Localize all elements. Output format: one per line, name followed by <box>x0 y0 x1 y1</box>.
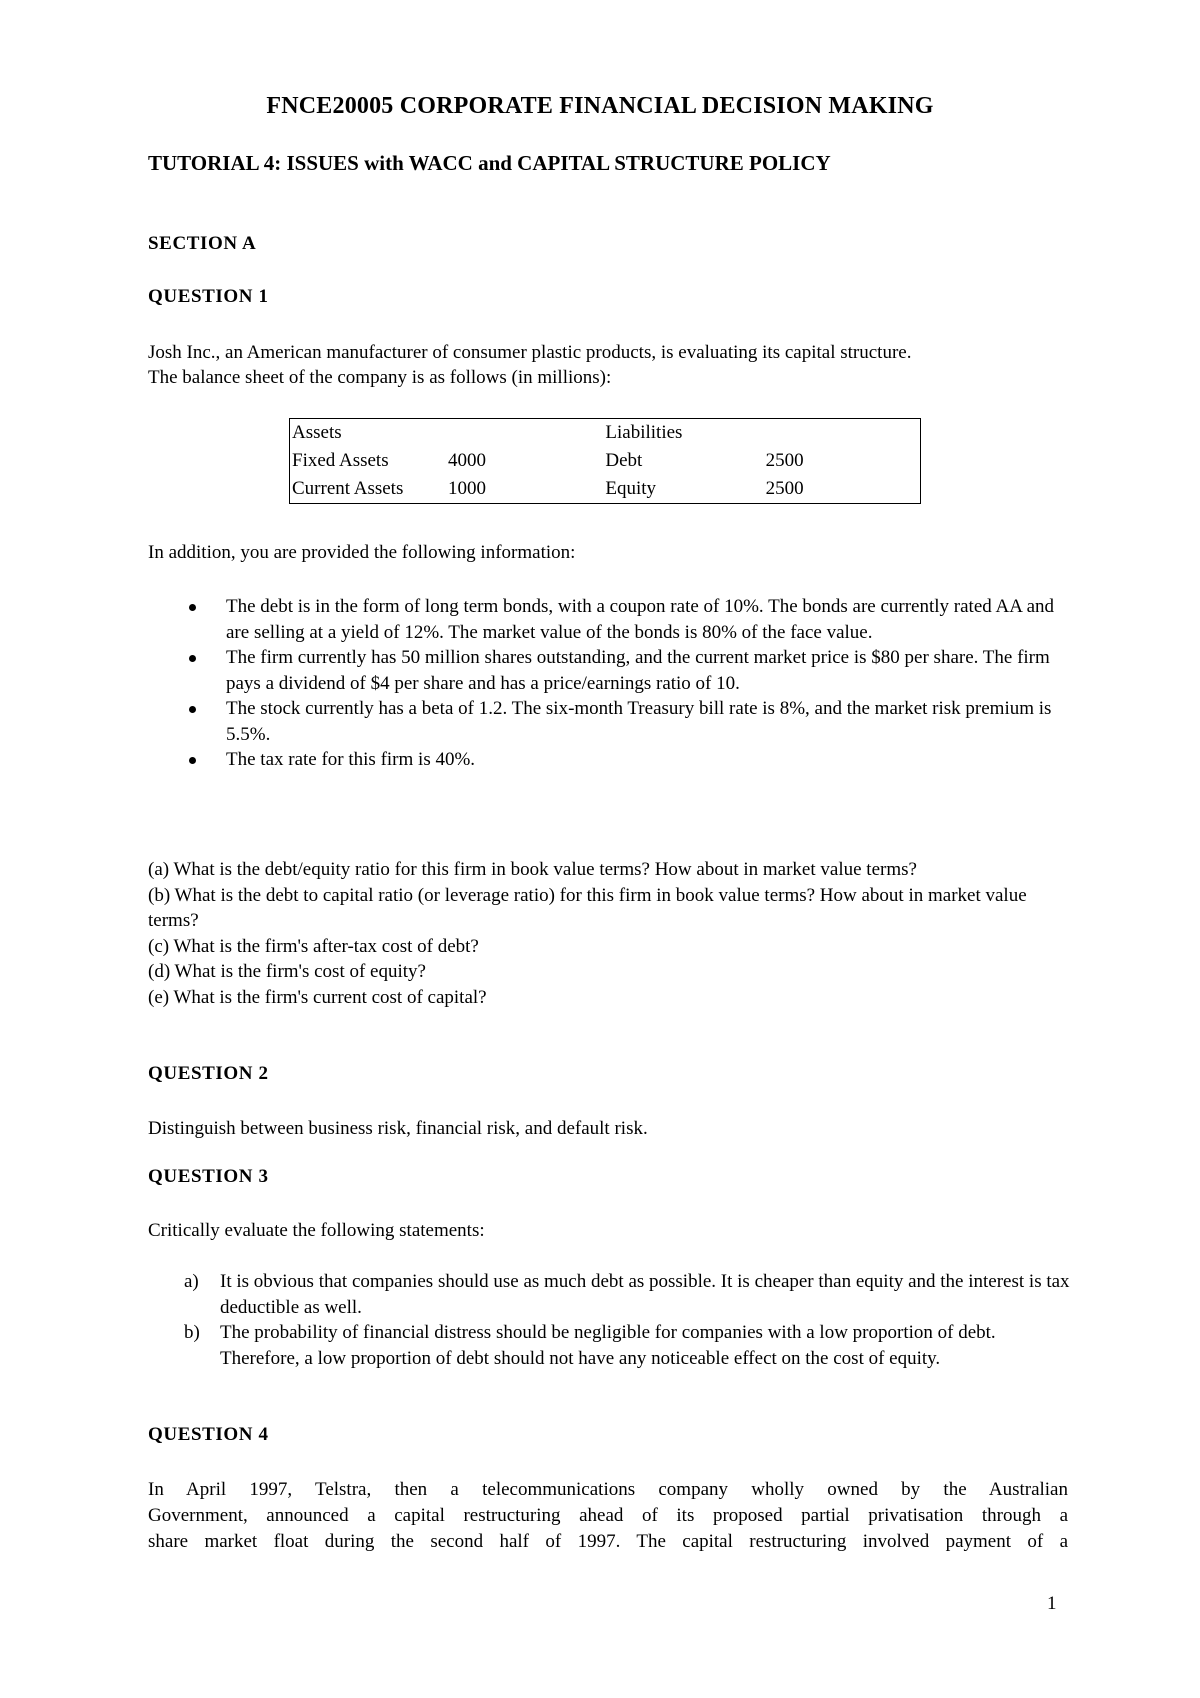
question-1-heading: QUESTION 1 <box>148 286 269 307</box>
empty-cell <box>446 419 603 448</box>
bullet-text: The debt is in the form of long term bonds, with a coupon rate of 10%. The bonds are currently rated AA and are selling at a yield of 12%. The market value of the bonds is 80% of the face value. <box>226 596 1055 643</box>
bullet-icon <box>189 706 196 713</box>
statement-text: It is obvious that companies should use as much debt as possible. It is cheaper than equity and the interest is tax deductible as well. <box>220 1271 1070 1318</box>
question-part: (c) What is the firm's after-tax cost of debt? <box>148 935 479 957</box>
document-title: FNCE20005 CORPORATE FINANCIAL DECISION MAKING <box>266 93 934 119</box>
liabilities-header: Liabilities <box>605 422 683 443</box>
bullet-text: The firm currently has 50 million shares outstanding, and the current market price is $80 per share. The firm pays a dividend of $4 per share and has a price/earnings ratio of 10. <box>226 647 1050 694</box>
question-3-intro: Critically evaluate the following statements: <box>148 1220 485 1241</box>
asset-value: 1000 <box>448 478 487 499</box>
question-4-line-3: share market float during the second half of 1997. The capital restructuring involved payment of a <box>148 1531 1068 1552</box>
assets-header: Assets <box>292 422 342 443</box>
liability-label: Debt <box>605 450 643 471</box>
list-item <box>148 594 1068 645</box>
question-1-parts <box>148 857 1073 1010</box>
liability-value: 2500 <box>765 478 804 499</box>
table-row <box>290 475 921 504</box>
list-item <box>148 1320 1073 1371</box>
question-part: (a) What is the debt/equity ratio for this firm in book value terms? How about in market value terms? <box>148 859 917 880</box>
question-4-heading: QUESTION 4 <box>148 1424 269 1445</box>
list-item <box>148 747 1068 773</box>
table-header-row <box>290 419 921 448</box>
liability-label: Equity <box>605 478 657 499</box>
statement-list <box>148 1269 1073 1371</box>
question-2-text: Distinguish between business risk, financial risk, and default risk. <box>148 1118 648 1139</box>
tutorial-subtitle: TUTORIAL 4: ISSUES with WACC and CAPITAL STRUCTURE POLICY <box>148 151 831 175</box>
empty-cell <box>764 419 921 448</box>
question-4-line-2: Government, announced a capital restructuring ahead of its proposed partial privatisation through a <box>148 1505 1068 1526</box>
table-row <box>290 447 921 475</box>
bullet-icon <box>189 655 196 662</box>
list-marker: b) <box>184 1322 200 1343</box>
asset-label: Fixed Assets <box>292 450 389 471</box>
bullet-icon <box>189 604 196 611</box>
question-part: (d) What is the firm's cost of equity? <box>148 961 426 982</box>
bullet-text: The tax rate for this firm is 40%. <box>226 749 476 770</box>
list-item <box>148 1269 1073 1320</box>
statement-text: The probability of financial distress should be negligible for companies with a low proportion of debt. Therefore, a low proportion of debt should not have any noticeable effect on the cost of equity. <box>220 1322 996 1369</box>
question-3-heading: QUESTION 3 <box>148 1166 269 1187</box>
question-2-heading: QUESTION 2 <box>148 1063 269 1084</box>
asset-label: Current Assets <box>292 478 404 499</box>
list-marker: a) <box>184 1271 199 1292</box>
section-heading: SECTION A <box>148 233 257 254</box>
liability-value: 2500 <box>765 450 804 471</box>
info-bullet-list <box>148 594 1068 773</box>
question-4-line-1: In April 1997, Telstra, then a telecommunications company wholly owned by the Australian <box>148 1479 1068 1500</box>
info-intro: In addition, you are provided the following information: <box>148 542 576 563</box>
bullet-text: The stock currently has a beta of 1.2. The six-month Treasury bill rate is 8%, and the market risk premium is 5.5%. <box>226 698 1052 745</box>
bullet-icon <box>189 757 196 764</box>
list-item <box>148 696 1068 747</box>
question-part: (b) What is the debt to capital ratio (or leverage ratio) for this firm in book value terms? How about in market value terms? <box>148 884 1027 931</box>
page-number: 1 <box>1047 1593 1057 1614</box>
question-part: (e) What is the firm's current cost of capital? <box>148 986 487 1008</box>
list-item <box>148 645 1068 696</box>
question-1-intro-line-1: Josh Inc., an American manufacturer of consumer plastic products, is evaluating its capital structure. <box>148 342 912 363</box>
asset-value: 4000 <box>448 450 487 471</box>
question-1-intro-line-2: The balance sheet of the company is as follows (in millions): <box>148 367 612 388</box>
balance-sheet-table <box>289 418 921 504</box>
